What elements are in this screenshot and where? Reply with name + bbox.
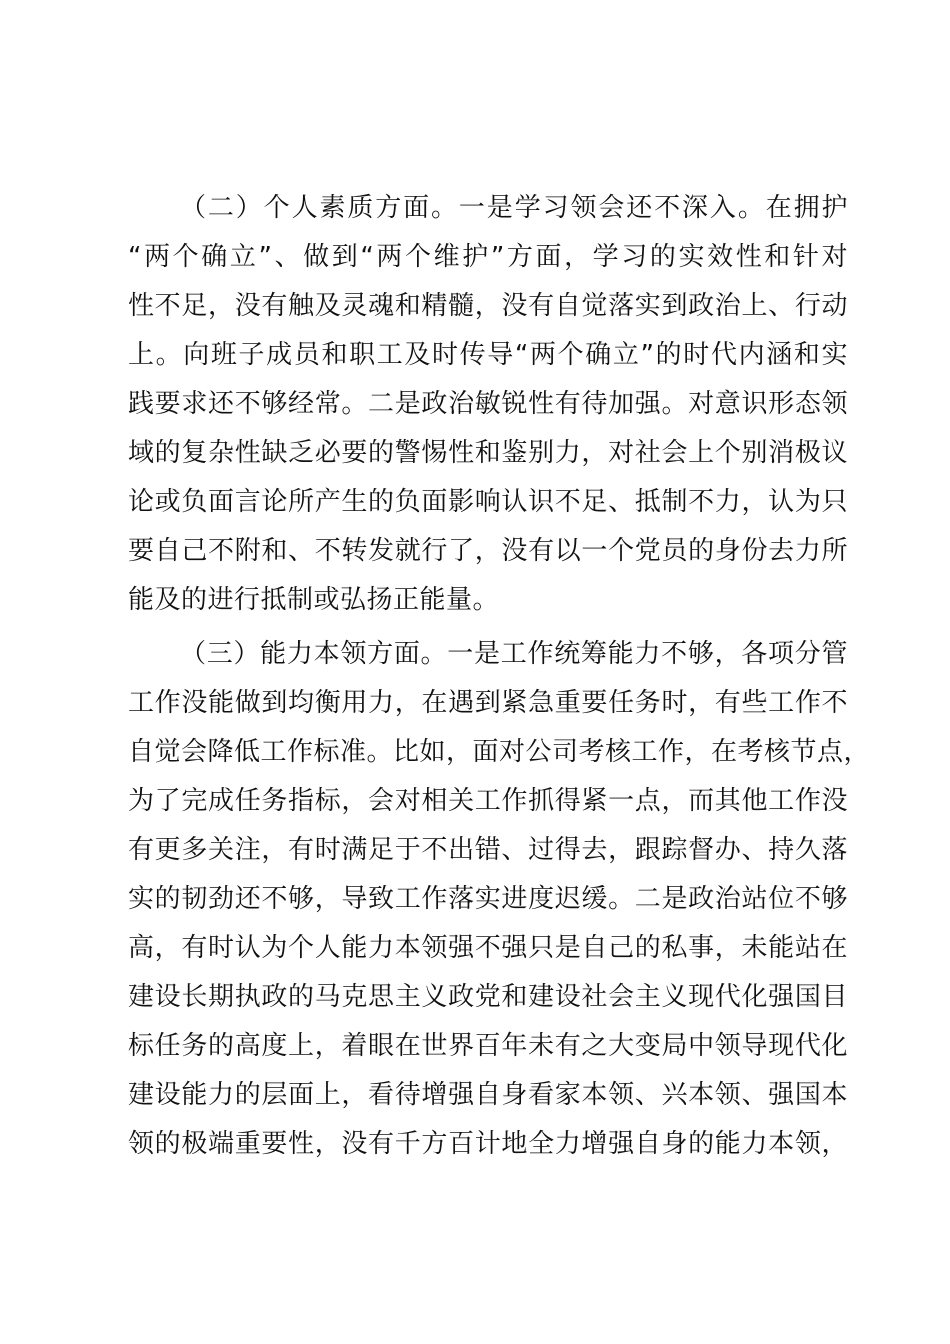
paragraph-3-line-3: 自觉会降低工作标准。比如，面对公司考核工作，在考核节点， [128,737,871,767]
paragraph-3-line-2: 工作没能做到均衡用力，在遇到紧急重要任务时，有些工作不 [128,688,848,718]
paragraph-3-line-8: 建设长期执政的马克思主义政党和建设社会主义现代化强国目 [128,982,848,1012]
paragraph-2-line-4: 上。向班子成员和职工及时传导“两个确立”的时代内涵和实 [128,340,848,370]
paragraph-2-line-5: 践要求还不够经常。二是政治敏锐性有待加强。对意识形态领 [128,389,848,419]
paragraph-3-line-11: 领的极端重要性，没有千方百计地全力增强自身的能力本领， [128,1129,848,1159]
paragraph-3-line-4: 为了完成任务指标，会对相关工作抓得紧一点，而其他工作没 [128,786,848,816]
paragraph-3-line-5: 有更多关注，有时满足于不出错、过得去，跟踪督办、持久落 [128,835,848,865]
paragraph-2-line-9: 能及的进行抵制或弘扬正能量。 [128,585,500,615]
paragraph-2-line-2: “两个确立”、做到“两个维护”方面，学习的实效性和针对 [128,242,848,272]
paragraph-3-line-9: 标任务的高度上，着眼在世界百年未有之大变局中领导现代化 [128,1031,848,1061]
paragraph-3-line-6: 实的韧劲还不够，导致工作落实进度迟缓。二是政治站位不够 [128,884,848,914]
paragraph-2-line-3: 性不足，没有触及灵魂和精髓，没有自觉落实到政治上、行动 [128,291,848,321]
paragraph-3-line-7: 高，有时认为个人能力本领强不强只是自己的私事，未能站在 [128,933,848,963]
paragraph-2-line-6: 域的复杂性缺乏必要的警惕性和鉴别力，对社会上个别消极议 [128,438,848,468]
paragraph-2-line-8: 要自己不附和、不转发就行了，没有以一个党员的身份去力所 [128,536,848,566]
paragraph-3-line-1: （三）能力本领方面。一是工作统筹能力不够，各项分管 [180,639,848,669]
paragraph-3-line-10: 建设能力的层面上，看待增强自身看家本领、兴本领、强国本 [128,1080,848,1110]
paragraph-2-line-1: （二）个人素质方面。一是学习领会还不深入。在拥护 [180,193,848,223]
paragraph-2-line-7: 论或负面言论所产生的负面影响认识不足、抵制不力，认为只 [128,487,848,517]
